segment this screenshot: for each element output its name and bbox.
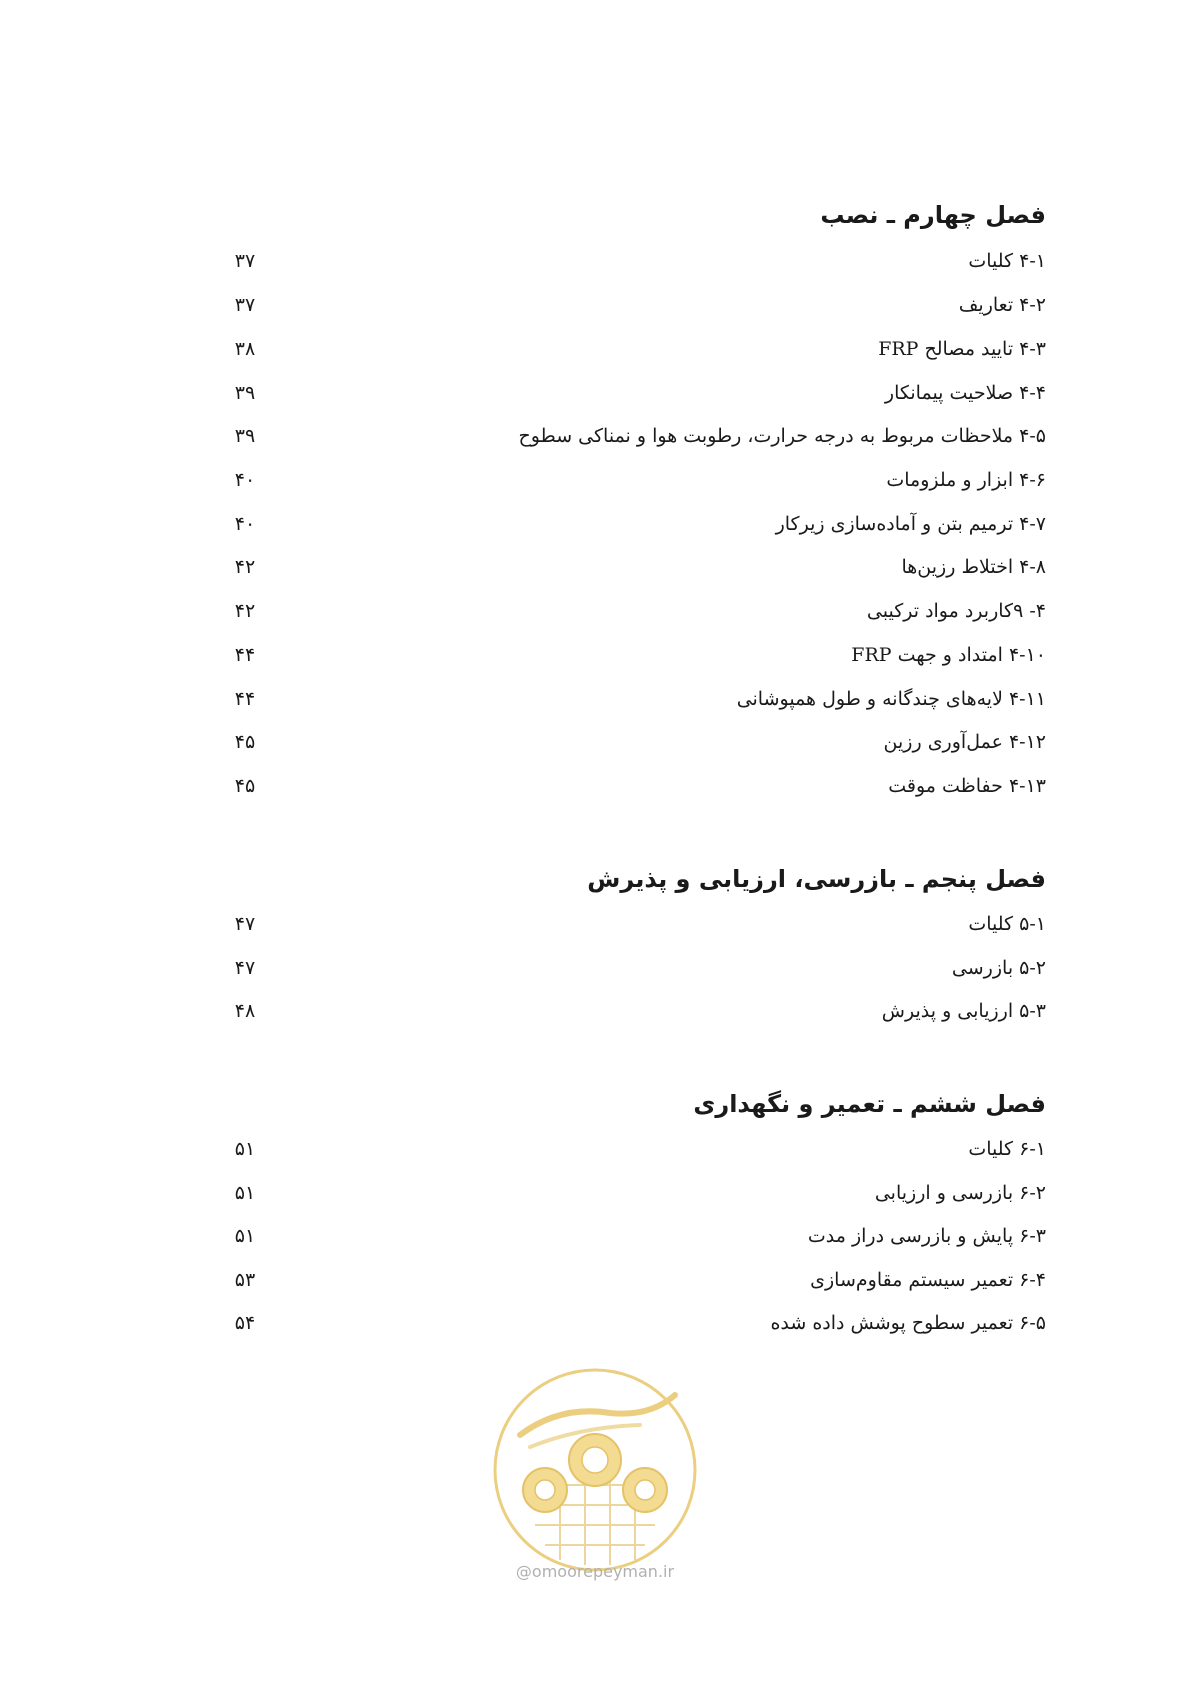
toc-entry-title: ۶-۵ تعمیر سطوح پوشش داده شده — [770, 1312, 1046, 1334]
toc-entry-title: ۶-۳ پایش و بازرسی دراز مدت — [807, 1225, 1046, 1247]
toc-entry-page: ۴۸ — [234, 1000, 256, 1022]
toc-entry-title: ۴- ۹کاربرد مواد ترکیبی — [866, 600, 1046, 622]
toc-entry[interactable] — [200, 419, 1046, 453]
toc-entry[interactable] — [200, 1263, 1046, 1297]
toc-entry-page: ۴۰ — [234, 513, 256, 535]
toc-entry-title: ۴-۱۰ امتداد و جهت FRP — [851, 644, 1046, 666]
toc-entry[interactable] — [200, 907, 1046, 941]
toc-entry-title: ۴-۸ اختلاط رزین‌ها — [901, 556, 1046, 578]
toc-entry-title: ۴-۴ صلاحیت پیمانکار — [884, 382, 1046, 404]
chapter-title: فصل چهارم ـ نصب — [820, 201, 1046, 229]
chapter-title: فصل ششم ـ تعمیر و نگهداری — [693, 1090, 1046, 1118]
toc-entry[interactable] — [200, 288, 1046, 322]
toc-entry-title: ۴-۲ تعاریف — [958, 294, 1046, 316]
toc-entry-title: ۴-۱۱ لایه‌های چندگانه و طول همپوشانی — [736, 688, 1046, 710]
toc-entry-page: ۵۱ — [234, 1182, 256, 1204]
toc-entry-page: ۴۷ — [234, 913, 256, 935]
toc-entry-title: ۶-۲ بازرسی و ارزیابی — [874, 1182, 1046, 1204]
toc-entry-page: ۴۷ — [234, 957, 256, 979]
toc-entry[interactable] — [200, 376, 1046, 410]
toc-entry[interactable] — [200, 463, 1046, 497]
toc-entry[interactable] — [200, 725, 1046, 759]
toc-entry-page: ۳۷ — [234, 294, 256, 316]
toc-entry[interactable] — [200, 507, 1046, 541]
toc-entry-page: ۵۳ — [234, 1269, 256, 1291]
toc-entry[interactable] — [200, 1176, 1046, 1210]
toc-entry-title: ۵-۲ بازرسی — [951, 957, 1046, 979]
toc-entry[interactable] — [200, 769, 1046, 803]
watermark-url: @omoorepeyman.ir — [515, 1562, 675, 1581]
toc-entry-title: ۴-۳ تایید مصالح FRP — [878, 338, 1046, 360]
toc-entry-page: ۳۷ — [234, 250, 256, 272]
toc-entry-page: ۵۴ — [234, 1312, 256, 1334]
toc-entry-page: ۴۴ — [234, 644, 256, 666]
toc-entry-page: ۴۲ — [234, 600, 256, 622]
toc-entry-page: ۴۰ — [234, 469, 256, 491]
toc-entry[interactable] — [200, 594, 1046, 628]
toc-entry[interactable] — [200, 682, 1046, 716]
toc-entry-title: ۴-۵ ملاحظات مربوط به درجه حرارت، رطوبت هوا و نمناکی سطوح — [518, 425, 1046, 447]
toc-entry[interactable] — [200, 332, 1046, 366]
chapter-title: فصل پنجم ـ بازرسی، ارزیابی و پذیرش — [587, 865, 1046, 893]
toc-entry[interactable] — [200, 994, 1046, 1028]
toc-entry[interactable] — [200, 638, 1046, 672]
toc-entry-title: ۶-۴ تعمیر سیستم مقاوم‌سازی — [810, 1269, 1046, 1291]
toc-entry[interactable] — [200, 951, 1046, 985]
toc-entry-page: ۵۱ — [234, 1138, 256, 1160]
watermark-logo-icon — [490, 1365, 700, 1575]
toc-entry-title: ۵-۳ ارزیابی و پذیرش — [881, 1000, 1046, 1022]
toc-entry-title: ۴-۱۲ عمل‌آوری رزین — [883, 731, 1046, 753]
toc-entry-title: ۴-۷ ترمیم بتن و آماده‌سازی زیرکار — [775, 513, 1046, 535]
toc-entry-title: ۵-۱ کلیات — [968, 913, 1046, 935]
toc-entry-page: ۳۸ — [234, 338, 256, 360]
toc-entry-page: ۵۱ — [234, 1225, 256, 1247]
toc-entry-page: ۴۵ — [234, 775, 256, 797]
toc-entry-title: ۴-۱۳ حفاظت موقت — [888, 775, 1046, 797]
toc-entry-page: ۴۲ — [234, 556, 256, 578]
toc-entry-page: ۳۹ — [234, 382, 256, 404]
toc-entry[interactable] — [200, 1132, 1046, 1166]
toc-entry[interactable] — [200, 1306, 1046, 1340]
toc-entry-title: ۴-۱ کلیات — [968, 250, 1046, 272]
toc-entry-page: ۴۵ — [234, 731, 256, 753]
toc-entry-page: ۴۴ — [234, 688, 256, 710]
toc-entry-page: ۳۹ — [234, 425, 256, 447]
toc-entry-title: ۴-۶ ابزار و ملزومات — [886, 469, 1046, 491]
toc-entry[interactable] — [200, 550, 1046, 584]
toc-entry[interactable] — [200, 244, 1046, 278]
toc-entry-title: ۶-۱ کلیات — [968, 1138, 1046, 1160]
toc-entry[interactable] — [200, 1219, 1046, 1253]
